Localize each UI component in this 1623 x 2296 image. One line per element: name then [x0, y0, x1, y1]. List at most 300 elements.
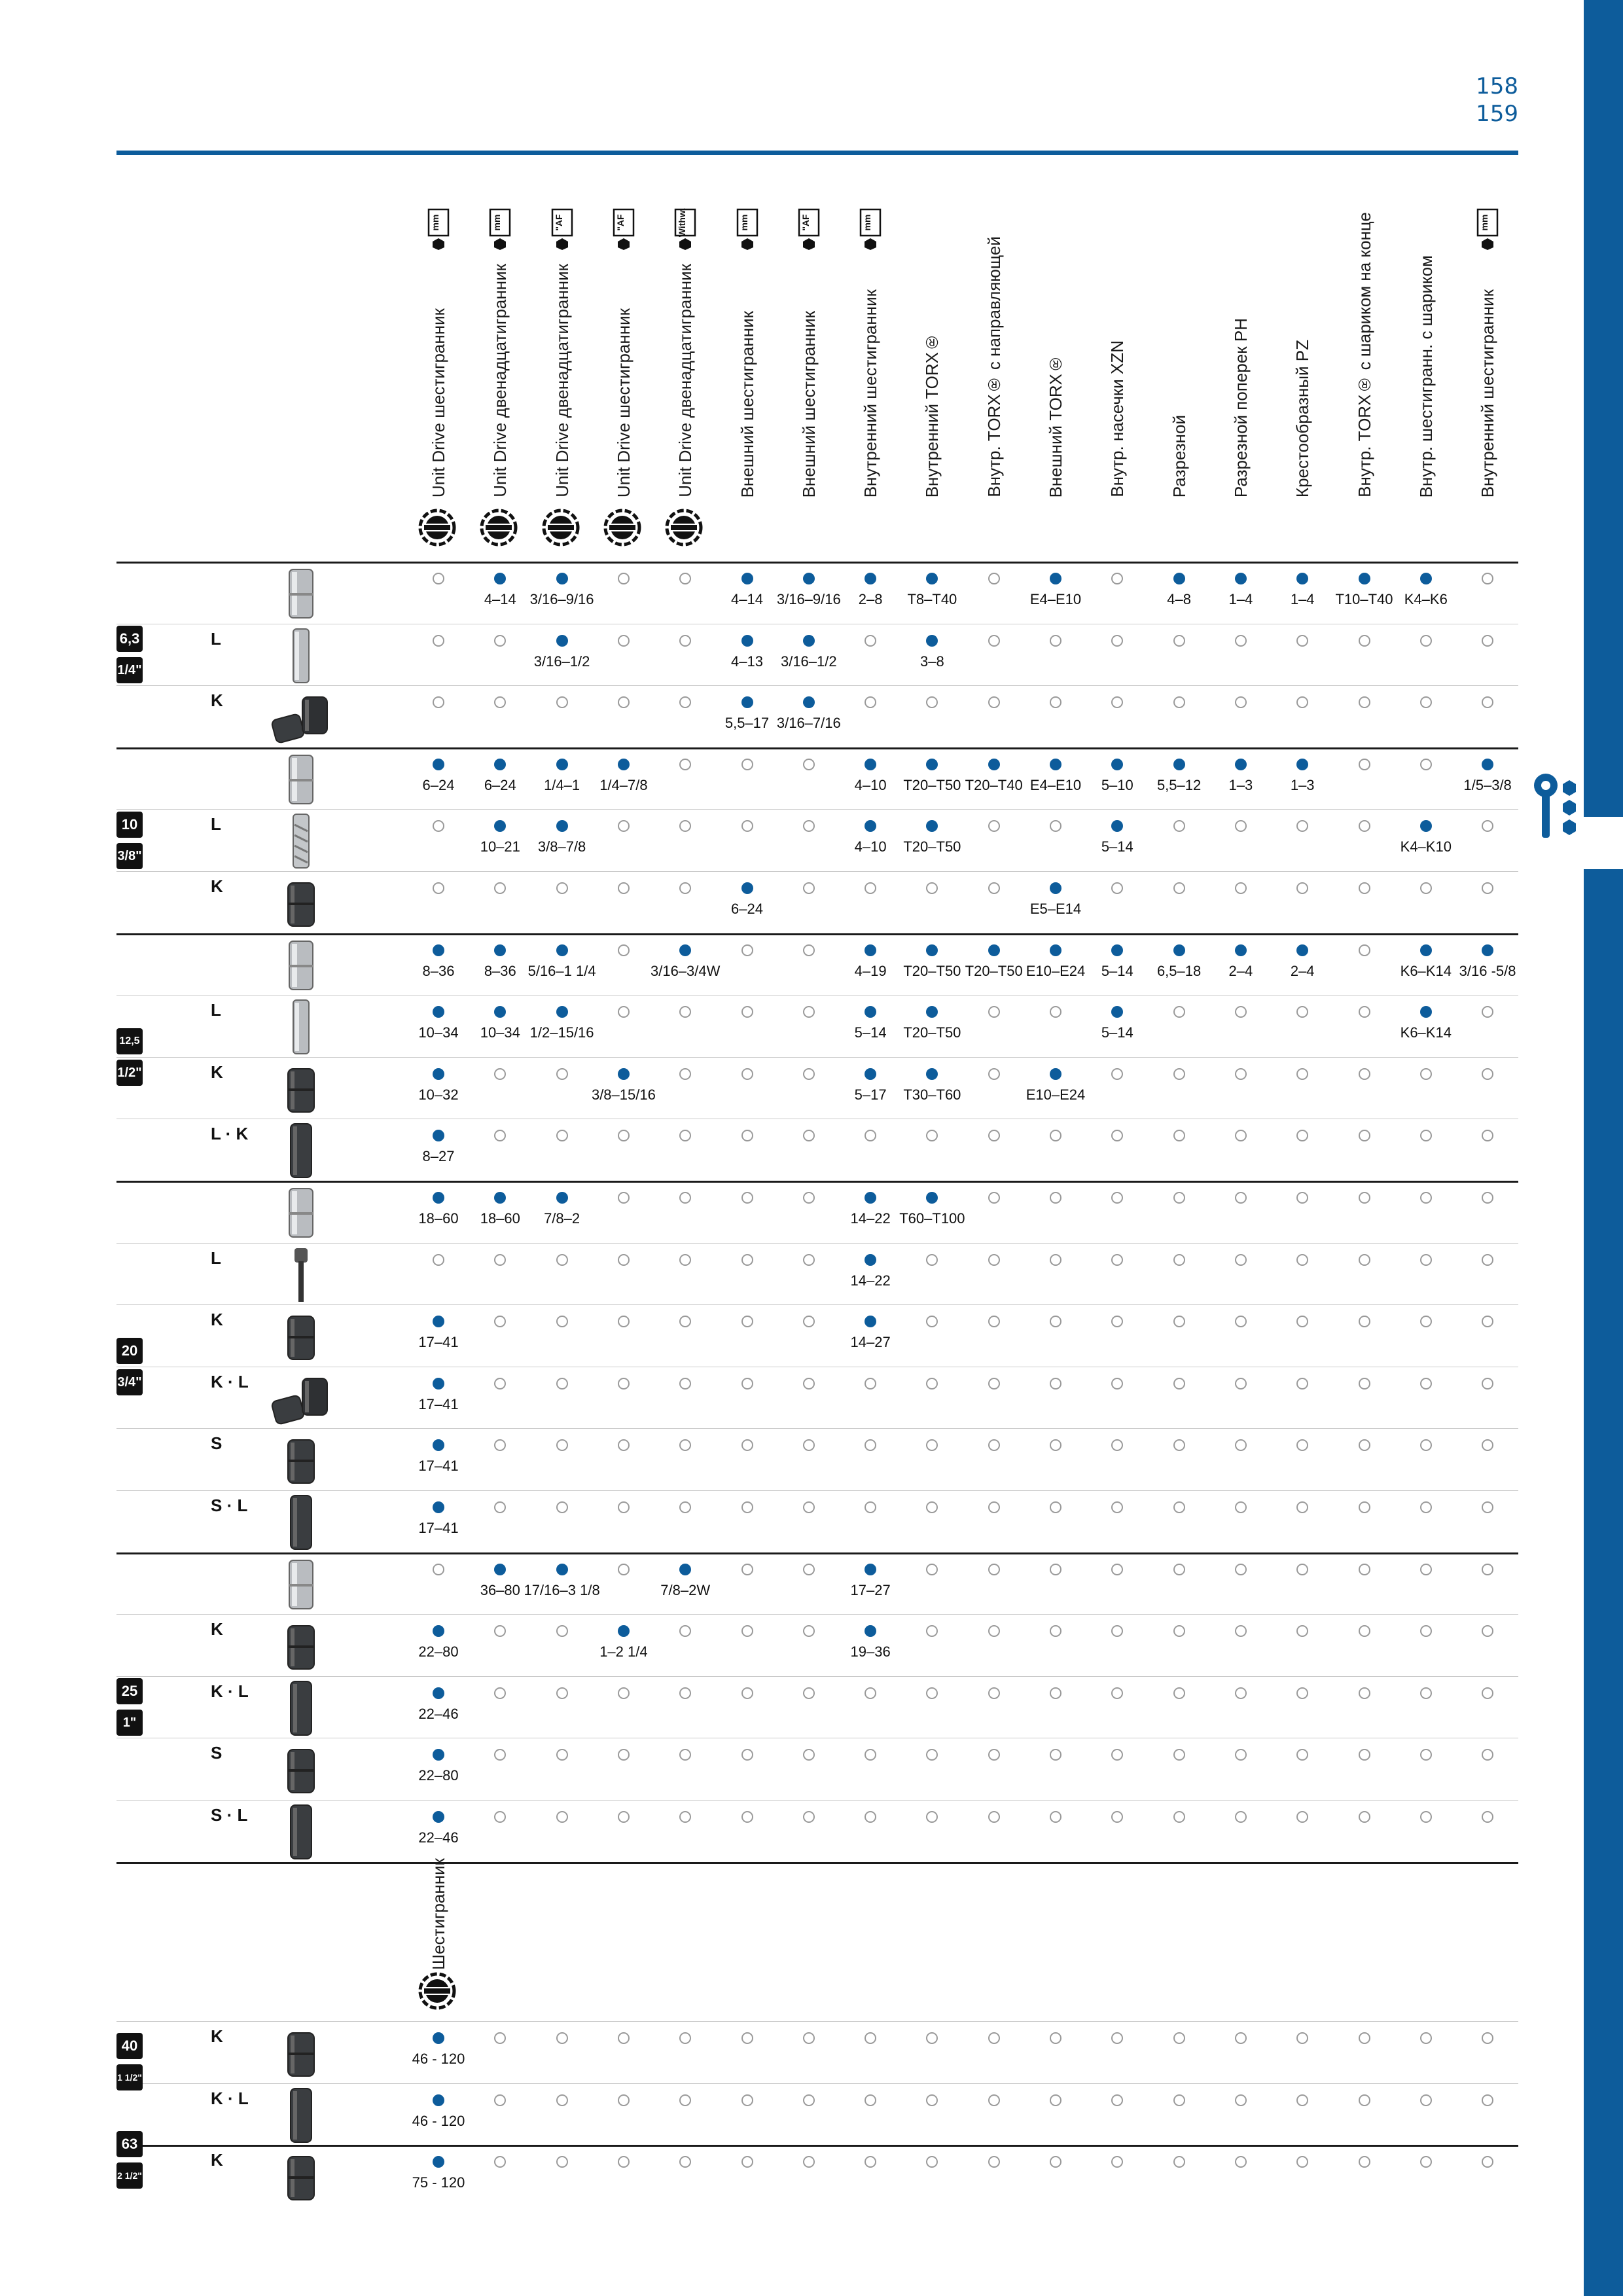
empty-marker — [618, 1130, 630, 1141]
row-type-tag: K — [211, 1619, 223, 1640]
socket-thumbnail — [268, 1803, 334, 1861]
empty-marker — [1482, 1192, 1493, 1204]
empty-marker — [1420, 2032, 1432, 2044]
empty-marker — [1235, 1501, 1247, 1513]
empty-marker — [1420, 1316, 1432, 1327]
empty-marker — [494, 1687, 506, 1699]
empty-marker — [1296, 635, 1308, 647]
row-divider — [116, 1304, 1518, 1305]
empty-marker — [1173, 1068, 1185, 1080]
empty-marker — [988, 1378, 1000, 1390]
available-marker — [556, 635, 568, 647]
unit-drive-logo-icon — [418, 1971, 457, 2011]
empty-marker — [1235, 2032, 1247, 2044]
empty-marker — [1235, 1130, 1247, 1141]
empty-marker — [679, 635, 691, 647]
empty-marker — [803, 2094, 815, 2106]
available-marker — [865, 1316, 876, 1327]
size-range: 8–27 — [422, 1148, 455, 1165]
size-range: 3–8 — [920, 653, 944, 670]
empty-marker — [1111, 1439, 1123, 1451]
available-marker — [741, 573, 753, 584]
drive-size-mm-badge: 12,5 — [116, 1028, 143, 1054]
empty-marker — [926, 1811, 938, 1823]
empty-marker — [1296, 2094, 1308, 2106]
empty-marker — [556, 2094, 568, 2106]
empty-marker — [803, 1192, 815, 1204]
empty-marker — [1482, 2032, 1493, 2044]
size-range: 5–14 — [854, 1024, 887, 1041]
size-range: T30–T60 — [903, 1086, 961, 1103]
empty-marker — [1359, 2156, 1370, 2168]
drive-size-mm-badge: 10 — [116, 812, 143, 838]
empty-marker — [1359, 1439, 1370, 1451]
empty-marker — [679, 1811, 691, 1823]
empty-marker — [618, 1501, 630, 1513]
column-header-3: Unit Drive двенадцатигранник — [552, 264, 572, 497]
empty-marker — [741, 1625, 753, 1637]
row-type-tag: K — [211, 1062, 223, 1082]
size-range: 18–60 — [480, 1210, 520, 1227]
empty-marker — [1359, 1192, 1370, 1204]
socket-thumbnail — [268, 1183, 334, 1242]
column-header-1: Unit Drive шестигранник — [429, 308, 448, 497]
empty-marker — [803, 1378, 815, 1390]
available-marker — [556, 759, 568, 770]
svg-text:mm: mm — [491, 214, 503, 231]
empty-marker — [1111, 2094, 1123, 2106]
empty-marker — [618, 1192, 630, 1204]
empty-marker — [1173, 1749, 1185, 1761]
empty-marker — [1111, 1625, 1123, 1637]
available-marker — [1235, 944, 1247, 956]
empty-marker — [1420, 1192, 1432, 1204]
size-range: 4–8 — [1167, 591, 1191, 607]
empty-marker — [926, 1316, 938, 1327]
svg-text:"AF: "AF — [615, 214, 626, 231]
size-range: E4–E10 — [1029, 591, 1082, 607]
empty-marker — [1235, 1625, 1247, 1637]
available-marker — [926, 1006, 938, 1018]
row-divider — [116, 1490, 1518, 1491]
empty-marker — [618, 573, 630, 584]
empty-marker — [1050, 1254, 1061, 1266]
empty-marker — [741, 1378, 753, 1390]
size-range: 36–80 — [480, 1581, 520, 1598]
unit-badge-1 — [427, 208, 450, 250]
empty-marker — [1296, 1625, 1308, 1637]
empty-marker — [926, 1501, 938, 1513]
row-type-tag: K — [211, 876, 223, 896]
empty-marker — [865, 1749, 876, 1761]
available-marker — [1296, 759, 1308, 770]
empty-marker — [1111, 1192, 1123, 1204]
empty-marker — [988, 1564, 1000, 1575]
empty-marker — [1111, 1130, 1123, 1141]
empty-marker — [865, 2156, 876, 2168]
empty-marker — [1296, 1378, 1308, 1390]
svg-text:mm: mm — [862, 214, 873, 231]
empty-marker — [865, 696, 876, 708]
page-number-left: 158 — [1476, 73, 1518, 99]
empty-marker — [618, 2094, 630, 2106]
size-range: 3/16–3/4W — [650, 962, 721, 979]
empty-marker — [1111, 1316, 1123, 1327]
socket-thumbnail — [268, 626, 334, 685]
empty-marker — [1482, 2156, 1493, 2168]
available-marker — [741, 696, 753, 708]
empty-marker — [433, 882, 444, 894]
size-range: 22–46 — [418, 1829, 459, 1846]
column-header-17: Внутр. шестигранн. с шариком — [1416, 255, 1436, 497]
empty-marker — [741, 820, 753, 832]
size-range: 46 - 120 — [412, 2051, 465, 2067]
empty-marker — [1296, 1254, 1308, 1266]
size-range: 4–19 — [854, 962, 887, 979]
empty-marker — [1296, 1811, 1308, 1823]
available-marker — [433, 1501, 444, 1513]
empty-marker — [741, 1254, 753, 1266]
empty-marker — [1173, 2156, 1185, 2168]
available-marker — [433, 1749, 444, 1761]
available-marker — [679, 1564, 691, 1575]
empty-marker — [1111, 1378, 1123, 1390]
socket-thumbnail — [268, 750, 334, 809]
empty-marker — [926, 1687, 938, 1699]
available-marker — [988, 944, 1000, 956]
empty-marker — [865, 1811, 876, 1823]
empty-marker — [926, 1625, 938, 1637]
empty-marker — [679, 882, 691, 894]
empty-marker — [803, 1068, 815, 1080]
available-marker — [556, 944, 568, 956]
empty-marker — [988, 1749, 1000, 1761]
socket-thumbnail — [268, 1121, 334, 1180]
empty-marker — [556, 1316, 568, 1327]
size-range: 1–4 — [1228, 591, 1253, 607]
available-marker — [679, 944, 691, 956]
empty-marker — [556, 1749, 568, 1761]
empty-marker — [494, 2156, 506, 2168]
empty-marker — [1235, 1254, 1247, 1266]
row-type-tag: L — [211, 1247, 221, 1268]
available-marker — [433, 2032, 444, 2044]
empty-marker — [1482, 1749, 1493, 1761]
empty-marker — [1050, 635, 1061, 647]
column-header-8: Внутренний шестигранник — [861, 289, 881, 497]
empty-marker — [1420, 1749, 1432, 1761]
available-marker — [556, 1564, 568, 1575]
empty-marker — [741, 1130, 753, 1141]
empty-marker — [865, 1130, 876, 1141]
size-range: 4–14 — [484, 591, 516, 607]
unit-badge-5 — [674, 208, 696, 250]
size-range: T20–T40 — [965, 776, 1023, 793]
empty-marker — [803, 1749, 815, 1761]
socket-thumbnail — [268, 2147, 334, 2206]
empty-marker — [1359, 944, 1370, 956]
empty-marker — [803, 1501, 815, 1513]
available-marker — [926, 759, 938, 770]
empty-marker — [1235, 2156, 1247, 2168]
empty-marker — [1235, 2094, 1247, 2106]
empty-marker — [803, 1006, 815, 1018]
empty-marker — [679, 696, 691, 708]
available-marker — [1111, 944, 1123, 956]
empty-marker — [741, 2032, 753, 2044]
empty-marker — [1173, 1006, 1185, 1018]
empty-marker — [1420, 696, 1432, 708]
available-marker — [1111, 820, 1123, 832]
available-marker — [865, 1192, 876, 1204]
empty-marker — [1111, 1564, 1123, 1575]
empty-marker — [1359, 1687, 1370, 1699]
available-marker — [803, 696, 815, 708]
row-divider — [116, 1676, 1518, 1677]
empty-marker — [679, 1130, 691, 1141]
row-type-tag: S — [211, 1743, 223, 1763]
socket-thumbnail — [268, 2024, 334, 2083]
row-divider — [116, 995, 1518, 996]
empty-marker — [1111, 696, 1123, 708]
available-marker — [1482, 759, 1493, 770]
size-range: E4–E10 — [1029, 776, 1082, 793]
empty-marker — [1111, 1749, 1123, 1761]
available-marker — [865, 944, 876, 956]
row-type-tag: K — [211, 691, 223, 711]
available-marker — [1359, 573, 1370, 584]
row-divider — [116, 809, 1518, 810]
size-range: 1/5–3/8 — [1463, 776, 1512, 793]
available-marker — [433, 759, 444, 770]
size-range: 3/16–9/16 — [776, 591, 841, 607]
available-marker — [433, 2094, 444, 2106]
socket-thumbnail — [268, 874, 334, 933]
empty-marker — [1359, 696, 1370, 708]
available-marker — [494, 944, 506, 956]
size-range: 17/16–3 1/8 — [524, 1581, 600, 1598]
available-marker — [865, 1254, 876, 1266]
empty-marker — [679, 573, 691, 584]
empty-marker — [556, 696, 568, 708]
empty-marker — [1420, 2156, 1432, 2168]
empty-marker — [1420, 2094, 1432, 2106]
empty-marker — [1173, 2094, 1185, 2106]
empty-marker — [1173, 1378, 1185, 1390]
svg-text:mm: mm — [1479, 214, 1490, 231]
empty-marker — [618, 1439, 630, 1451]
size-range: 3/16–9/16 — [529, 591, 594, 607]
available-marker — [926, 944, 938, 956]
empty-marker — [1420, 1439, 1432, 1451]
empty-marker — [1235, 820, 1247, 832]
empty-marker — [1482, 1501, 1493, 1513]
column-header-6: Внешний шестигранник — [737, 310, 757, 497]
empty-marker — [803, 2032, 815, 2044]
available-marker — [556, 1006, 568, 1018]
empty-marker — [1359, 1130, 1370, 1141]
empty-marker — [618, 1687, 630, 1699]
empty-marker — [1235, 1316, 1247, 1327]
empty-marker — [1420, 1625, 1432, 1637]
socket-thumbnail — [268, 1246, 334, 1304]
empty-marker — [618, 944, 630, 956]
group-divider — [116, 2145, 1518, 2147]
available-marker — [741, 635, 753, 647]
row-divider — [116, 2021, 1518, 2022]
size-range: T8–T40 — [907, 591, 957, 607]
drive-size-mm-badge: 40 — [116, 2033, 143, 2059]
empty-marker — [1050, 2032, 1061, 2044]
empty-marker — [988, 1254, 1000, 1266]
row-divider — [116, 871, 1518, 872]
empty-marker — [494, 1811, 506, 1823]
size-range: 18–60 — [418, 1210, 459, 1227]
empty-marker — [1050, 1811, 1061, 1823]
empty-marker — [988, 1192, 1000, 1204]
size-range: 5–14 — [1101, 1024, 1133, 1041]
available-marker — [865, 1068, 876, 1080]
socket-thumbnail — [268, 1369, 334, 1428]
empty-marker — [926, 1130, 938, 1141]
empty-marker — [1173, 1130, 1185, 1141]
empty-marker — [618, 1006, 630, 1018]
size-range: T20–T50 — [903, 838, 961, 855]
empty-marker — [1296, 1006, 1308, 1018]
empty-marker — [865, 882, 876, 894]
svg-text:mm: mm — [430, 214, 440, 231]
empty-marker — [1296, 1439, 1308, 1451]
available-marker — [741, 882, 753, 894]
row-type-tag: L — [211, 628, 221, 649]
empty-marker — [1296, 1564, 1308, 1575]
empty-marker — [679, 1501, 691, 1513]
empty-marker — [1050, 1130, 1061, 1141]
empty-marker — [988, 573, 1000, 584]
available-marker — [865, 759, 876, 770]
empty-marker — [1173, 1192, 1185, 1204]
empty-marker — [1173, 696, 1185, 708]
empty-marker — [988, 820, 1000, 832]
empty-marker — [556, 1068, 568, 1080]
unit-badge-7 — [798, 208, 820, 250]
size-range: 1–3 — [1290, 776, 1315, 793]
empty-marker — [556, 1687, 568, 1699]
empty-marker — [1482, 696, 1493, 708]
size-range: 1–2 1/4 — [599, 1643, 648, 1660]
size-range: 17–41 — [418, 1334, 459, 1351]
size-range: 3/16 -5/8 — [1459, 962, 1516, 979]
available-marker — [926, 635, 938, 647]
empty-marker — [1173, 1625, 1185, 1637]
empty-marker — [1359, 1068, 1370, 1080]
available-marker — [556, 573, 568, 584]
empty-marker — [741, 2094, 753, 2106]
empty-marker — [1482, 1564, 1493, 1575]
empty-marker — [1111, 635, 1123, 647]
empty-marker — [926, 1439, 938, 1451]
group-divider — [116, 1552, 1518, 1554]
empty-marker — [433, 573, 444, 584]
empty-marker — [556, 1254, 568, 1266]
empty-marker — [803, 944, 815, 956]
size-range: 3/16–1/2 — [533, 653, 590, 670]
empty-marker — [1296, 696, 1308, 708]
column-header-11: Внешний TORX® — [1046, 353, 1065, 497]
size-range: 17–41 — [418, 1395, 459, 1412]
svg-text:Withw.: Withw. — [677, 208, 688, 238]
empty-marker — [433, 1254, 444, 1266]
empty-marker — [865, 2094, 876, 2106]
empty-marker — [1482, 1439, 1493, 1451]
available-marker — [865, 820, 876, 832]
empty-marker — [1050, 1501, 1061, 1513]
size-range: 4–13 — [731, 653, 763, 670]
available-marker — [1050, 1068, 1061, 1080]
empty-marker — [679, 1749, 691, 1761]
empty-marker — [679, 1192, 691, 1204]
size-range: 75 - 120 — [412, 2174, 465, 2191]
empty-marker — [988, 1501, 1000, 1513]
svg-text:mm: mm — [738, 214, 749, 231]
row-type-tag: K · L — [211, 2088, 249, 2108]
empty-marker — [1296, 1749, 1308, 1761]
empty-marker — [618, 1749, 630, 1761]
empty-marker — [433, 820, 444, 832]
empty-marker — [1111, 1068, 1123, 1080]
size-range: 3/8–15/16 — [591, 1086, 656, 1103]
empty-marker — [1111, 1687, 1123, 1699]
size-range: 5–14 — [1101, 962, 1133, 979]
available-marker — [1296, 944, 1308, 956]
empty-marker — [494, 1378, 506, 1390]
empty-marker — [741, 1811, 753, 1823]
empty-marker — [1359, 820, 1370, 832]
available-marker — [1111, 1006, 1123, 1018]
empty-marker — [1235, 1378, 1247, 1390]
size-range: 17–27 — [850, 1581, 891, 1598]
empty-marker — [1420, 1501, 1432, 1513]
empty-marker — [1482, 573, 1493, 584]
size-range: 7/8–2W — [660, 1581, 711, 1598]
empty-marker — [1359, 635, 1370, 647]
socket-thumbnail — [268, 1679, 334, 1738]
empty-marker — [803, 1625, 815, 1637]
socket-thumbnail — [268, 997, 334, 1056]
size-range: E10–E24 — [1026, 1086, 1086, 1103]
empty-marker — [679, 2094, 691, 2106]
size-range: 19–36 — [850, 1643, 891, 1660]
empty-marker — [926, 2094, 938, 2106]
empty-marker — [433, 635, 444, 647]
empty-marker — [1359, 1501, 1370, 1513]
size-range: 8–36 — [484, 962, 516, 979]
unit-drive-logo-icon — [418, 508, 457, 547]
unit-drive-logo-icon — [541, 508, 580, 547]
empty-marker — [1359, 1378, 1370, 1390]
empty-marker — [1359, 1006, 1370, 1018]
available-marker — [618, 1625, 630, 1637]
empty-marker — [494, 696, 506, 708]
unit-drive-logo-icon — [603, 508, 642, 547]
empty-marker — [741, 1192, 753, 1204]
empty-marker — [803, 1811, 815, 1823]
empty-marker — [926, 882, 938, 894]
empty-marker — [988, 882, 1000, 894]
empty-marker — [1050, 1749, 1061, 1761]
empty-marker — [556, 1625, 568, 1637]
empty-marker — [679, 2032, 691, 2044]
